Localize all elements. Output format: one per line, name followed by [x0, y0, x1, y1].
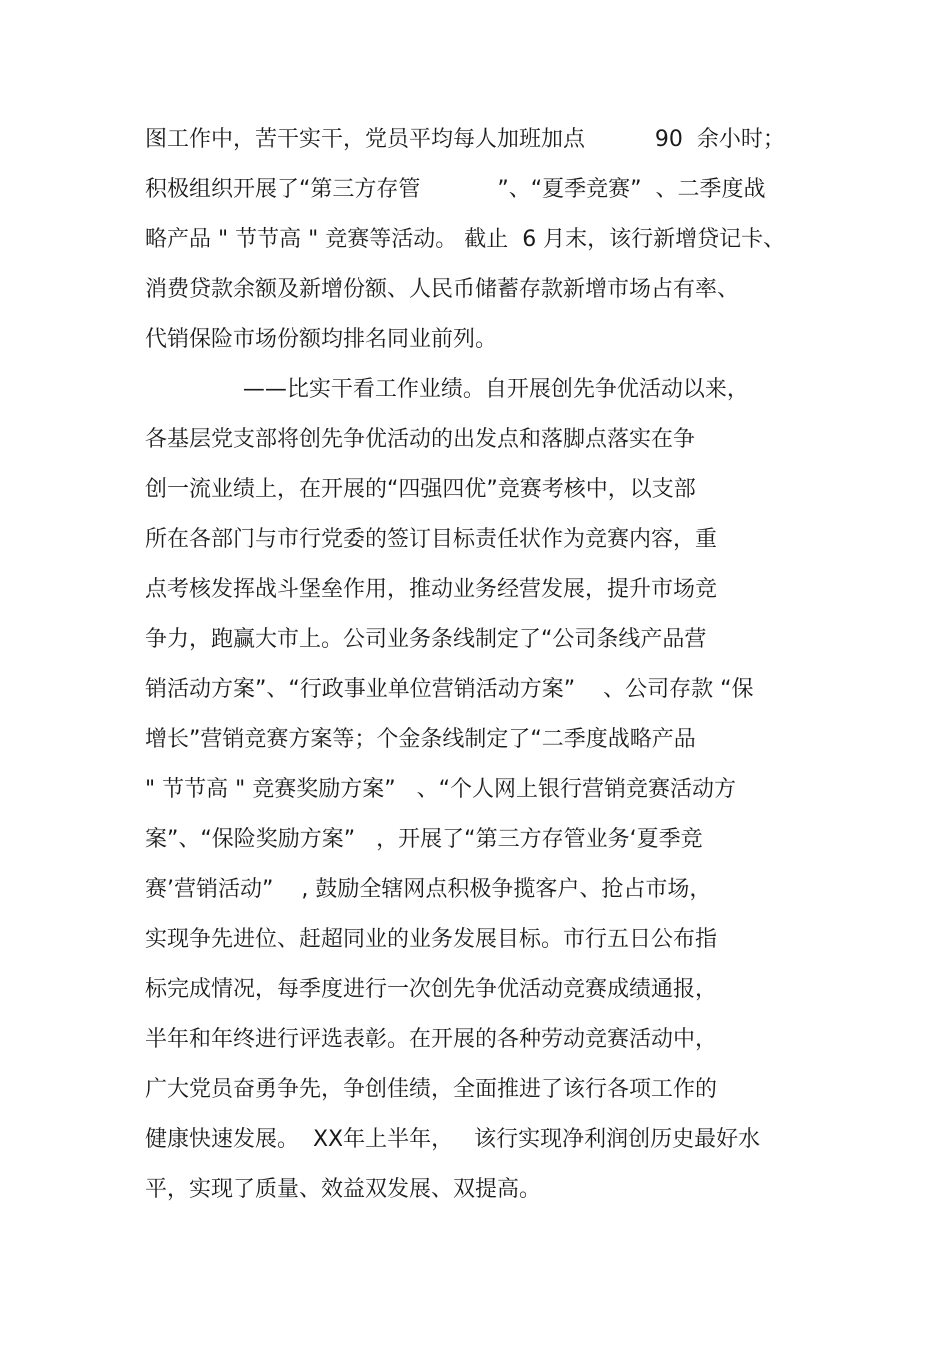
- body-text-line: 广大党员奋勇争先，争创佳绩，全面推进了该行各项工作的: [145, 1077, 718, 1102]
- body-text-line: 半年和年终进行评选表彰。在开展的各种劳动竞赛活动中，: [145, 1027, 718, 1052]
- body-text-line: 点考核发挥战斗堡垒作用，推动业务经营发展，提升市场竞: [145, 577, 718, 602]
- body-text-line: 增长”营销竞赛方案等；个金条线制定了“二季度战略产品: [145, 727, 696, 752]
- body-text-line: " 节节高 " 竞赛奖励方案” 、“个人网上银行营销竞赛活动方: [145, 777, 736, 802]
- body-text-line: 平，实现了质量、效益双发展、双提高。: [145, 1177, 542, 1202]
- body-text-line: 创一流业绩上，在开展的“四强四优”竞赛考核中，以支部: [145, 477, 696, 502]
- body-text-line: 各基层党支部将创先争优活动的出发点和落脚点落实在争: [145, 427, 696, 452]
- body-text-line: 所在各部门与市行党委的签订目标责任状作为竞赛内容，重: [145, 527, 718, 552]
- body-text-line: 标完成情况，每季度进行一次创先争优活动竞赛成绩通报，: [145, 977, 718, 1002]
- paragraph-start-line: ——比实干看工作业绩。自开展创先争优活动以来，: [145, 377, 749, 402]
- body-text-line: 实现争先进位、赶超同业的业务发展目标。市行五日公布指: [145, 927, 718, 952]
- body-text-line: 代销保险市场份额均排名同业前列。: [145, 327, 498, 352]
- body-text-line: 销活动方案”、“行政事业单位营销活动方案” 、公司存款 “保: [145, 677, 754, 702]
- body-text-line: 略产品 " 节节高 " 竞赛等活动。 截止 6 月末，该行新增贷记卡、: [145, 227, 786, 252]
- body-text-line: 健康快速发展。 XX年上半年， 该行实现净利润创历史最好水: [145, 1127, 761, 1152]
- body-text-line: 赛’营销活动” , 鼓励全辖网点积极争揽客户、抢占市场，: [145, 877, 712, 902]
- body-text-line: 积极组织开展了“第三方存管 ”、“夏季竞赛” 、二季度战: [145, 177, 766, 202]
- body-text-line: 案”、“保险奖励方案” ，开展了“第三方存管业务‘夏季竞: [145, 827, 703, 852]
- body-text-line: 图工作中，苦干实干，党员平均每人加班加点 90 余小时；: [145, 127, 785, 152]
- body-text-line: 争力，跑赢大市上。公司业务条线制定了“公司条线产品营: [145, 627, 707, 652]
- body-text-line: 消费贷款余额及新增份额、人民币储蓄存款新增市场占有率、: [145, 277, 740, 302]
